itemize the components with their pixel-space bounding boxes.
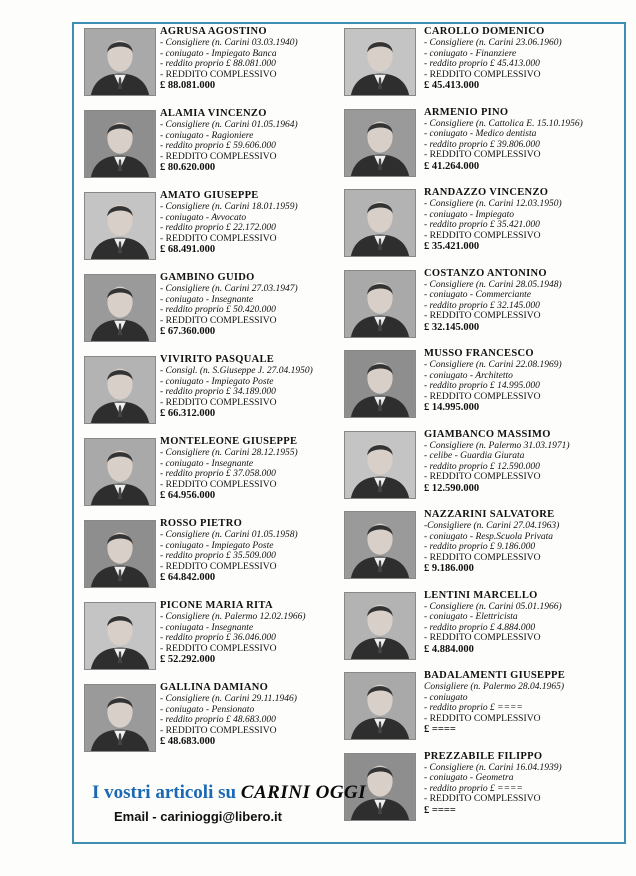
person-name: MONTELEONE GIUSEPPE (160, 436, 298, 447)
person-name: GAMBINO GUIDO (160, 272, 255, 283)
person-name: PICONE MARIA RITA (160, 600, 273, 611)
income-label: - REDDITO COMPLESSIVO (160, 396, 277, 408)
person-info-line: - reddito proprio £ 45.413.000 (424, 59, 540, 70)
person-photo (84, 602, 156, 670)
person-photo (84, 684, 156, 752)
person-info-line: - Consigliere (n. Carini 01.05.1964) (160, 120, 298, 130)
person-info-line: - Consigliere (n. Carini 16.04.1939) (424, 762, 562, 773)
income-total: £ ==== (424, 724, 456, 736)
person-name: AMATO GIUSEPPE (160, 190, 259, 201)
person-name: VIVIRITO PASQUALE (160, 354, 275, 365)
person-info-line: - coniugato - Avvocato (160, 212, 247, 223)
person-entry (344, 429, 606, 510)
person-photo (84, 28, 156, 96)
income-label: - REDDITO COMPLESSIVO (424, 712, 541, 724)
person-info-line: - reddito proprio £ 34.189.000 (160, 387, 276, 398)
income-label: - REDDITO COMPLESSIVO (424, 471, 541, 483)
person-name: ARMENIO PINO (424, 106, 509, 118)
person-info-line: - reddito proprio £ 59.606.000 (160, 141, 276, 152)
income-total: £ 41.264.000 (424, 160, 480, 172)
person-name: MUSSO FRANCESCO (424, 348, 534, 359)
person-name: AGRUSA AGOSTINO (160, 26, 267, 37)
person-entry (80, 272, 342, 354)
income-label: - REDDITO COMPLESSIVO (160, 150, 277, 162)
person-details (424, 429, 614, 495)
person-entry (344, 26, 606, 107)
person-info-line: -Consigliere (n. Carini 27.04.1963) (424, 521, 560, 531)
person-info-line: - coniugato - Elettricista (424, 612, 518, 623)
person-photo (344, 28, 416, 96)
income-label: - REDDITO COMPLESSIVO (424, 68, 541, 80)
person-info-line: - Consigliere (n. Carini 23.06.1960) (424, 38, 562, 48)
person-name: ROSSO PIETRO (160, 518, 243, 529)
person-name: GIAMBANCO MASSIMO (424, 428, 551, 440)
income-total: £ 67.360.000 (160, 326, 216, 338)
income-total: £ 4.884.000 (424, 643, 474, 655)
person-info-line: - coniugato - Resp.Scuola Privata (424, 531, 554, 542)
person-details (160, 272, 350, 338)
person-entry (344, 590, 606, 671)
person-info-line: - Consigliere (n. Carini 03.03.1940) (160, 38, 298, 48)
person-info-line: - coniugato - Insegnante (160, 294, 254, 305)
left-column (80, 26, 342, 764)
promo-brand: CARINI OGGI (240, 782, 367, 803)
person-info-line: - coniugato (424, 692, 468, 703)
income-total: £ 88.081.000 (160, 80, 216, 92)
person-info-line: - coniugato - Insegnante (160, 458, 254, 469)
person-entry (344, 187, 606, 268)
person-details (424, 348, 614, 414)
person-info-line: - Consigliere (n. Carini 12.03.1950) (424, 199, 562, 209)
income-label: - REDDITO COMPLESSIVO (424, 551, 541, 563)
income-total: £ 14.995.000 (424, 402, 480, 414)
person-info-line: - coniugato - Impiegato Banca (160, 48, 277, 59)
income-label: - REDDITO COMPLESSIVO (424, 632, 541, 644)
person-info-line: - reddito proprio £ 35.421.000 (424, 220, 540, 231)
person-info-line: - reddito proprio £ 9.186.000 (424, 542, 536, 553)
income-label: - REDDITO COMPLESSIVO (160, 478, 277, 490)
person-entry (80, 190, 342, 272)
person-details (424, 26, 614, 92)
person-details (424, 268, 614, 334)
income-label: - REDDITO COMPLESSIVO (424, 149, 541, 161)
person-details (160, 518, 350, 584)
person-info-line: - Consigliere (n. Cattolica E. 15.10.1956) (424, 118, 583, 129)
person-info-line: - reddito proprio £ ==== (424, 783, 523, 794)
person-info-line: - reddito proprio £ 14.995.000 (424, 381, 540, 392)
person-info-line: - reddito proprio £ 22.172.000 (160, 223, 276, 234)
person-info-line: - coniugato - Commerciante (424, 290, 532, 301)
person-name: BADALAMENTI GIUSEPPE (424, 670, 566, 681)
person-info-line: - reddito proprio £ 50.420.000 (160, 305, 276, 316)
person-info-line: - reddito proprio £ 48.683.000 (160, 715, 276, 726)
person-entry (80, 26, 342, 108)
person-details (160, 354, 350, 420)
person-entry (80, 108, 342, 190)
person-name: PREZZABILE FILIPPO (424, 750, 543, 762)
person-name: NAZZARINI SALVATORE (424, 509, 555, 520)
person-info-line: - Consigliere (n. Carini 28.12.1955) (160, 448, 298, 458)
person-info-line: - reddito proprio £ 35.509.000 (160, 551, 276, 562)
income-label: - REDDITO COMPLESSIVO (424, 793, 541, 805)
person-info-line: - Consigliere (n. Carini 01.05.1958) (160, 530, 298, 540)
income-total: £ 48.683.000 (160, 736, 216, 748)
income-total: £ 66.312.000 (160, 408, 216, 420)
income-label: - REDDITO COMPLESSIVO (160, 642, 277, 654)
income-total: £ 12.590.000 (424, 482, 480, 494)
person-photo (344, 350, 416, 418)
person-info-line: - Consigliere (n. Palermo 31.03.1971) (424, 440, 570, 451)
person-info-line: - coniugato - Geometra (424, 773, 514, 784)
income-total: £ 64.956.000 (160, 490, 216, 502)
person-info-line: - reddito proprio £ 37.058.000 (160, 469, 276, 480)
person-entry (344, 268, 606, 349)
person-details (160, 26, 350, 92)
person-info-line: - Consigliere (n. Carini 29.11.1946) (160, 694, 297, 704)
person-info-line: - reddito proprio £ 4.884.000 (424, 622, 536, 633)
person-details (424, 107, 614, 173)
person-info-line: - coniugata - Insegnante (160, 622, 254, 633)
person-info-line: - Consigliere (n. Palermo 12.02.1966) (160, 612, 306, 622)
person-info-line: - reddito proprio £ 39.806.000 (424, 139, 540, 150)
person-info-line: - Consigliere (n. Carini 27.03.1947) (160, 284, 298, 294)
income-label: - REDDITO COMPLESSIVO (424, 229, 541, 241)
person-info-line: - reddito proprio £ 32.145.000 (424, 300, 540, 311)
person-name: RANDAZZO VINCENZO (424, 187, 549, 198)
person-info-line: - coniugato - Impiegato Poste (160, 540, 274, 551)
email-link[interactable]: carinioggi@libero.it (160, 809, 282, 824)
person-info-line: - coniugato - Ragioniere (160, 130, 254, 141)
person-details (424, 670, 614, 736)
income-total: £ 45.413.000 (424, 80, 480, 92)
person-info-line: - coniugato - Finanziere (424, 48, 517, 59)
person-photo (344, 511, 416, 579)
income-label: - REDDITO COMPLESSIVO (160, 232, 277, 244)
promo-headline: I vostri articoli su CARINI OGGI (92, 782, 367, 803)
person-name: GALLINA DAMIANO (160, 682, 269, 693)
income-total: £ 9.186.000 (424, 563, 474, 575)
income-total: £ 32.145.000 (424, 321, 480, 333)
income-label: - REDDITO COMPLESSIVO (160, 68, 277, 80)
person-name: COSTANZO ANTONINO (424, 267, 547, 279)
income-total: £ 35.421.000 (424, 241, 480, 253)
person-details (160, 436, 350, 502)
person-entry (344, 107, 606, 188)
income-total: £ 52.292.000 (160, 654, 216, 666)
right-column (344, 26, 606, 831)
person-photo (84, 274, 156, 342)
person-name: LENTINI MARCELLO (424, 589, 538, 601)
person-details (424, 590, 614, 656)
income-total: £ 68.491.000 (160, 244, 216, 256)
person-photo (84, 438, 156, 506)
person-photo (84, 356, 156, 424)
person-photo (344, 109, 416, 177)
person-entry (344, 348, 606, 429)
income-total: £ 64.842.000 (160, 572, 216, 584)
promo-box (82, 776, 367, 834)
person-info-line: - Consigl. (n. S.Giuseppe J. 27.04.1950) (160, 366, 313, 376)
person-details (424, 509, 614, 575)
person-info-line: - coniugato - Architetto (424, 370, 513, 381)
person-info-line: - reddito proprio £ 88.081.000 (160, 59, 276, 70)
income-label: - REDDITO COMPLESSIVO (160, 560, 277, 572)
person-details (160, 108, 350, 174)
person-photo (344, 189, 416, 257)
person-info-line: - coniugato - Pensionato (160, 704, 255, 715)
person-details (424, 751, 614, 817)
person-details (160, 190, 350, 256)
person-name: CAROLLO DOMENICO (424, 26, 545, 37)
person-photo (344, 270, 416, 338)
person-info-line: - Consigliere (n. Carini 28.05.1948) (424, 279, 562, 290)
promo-email: Email - carinioggi@libero.it (114, 809, 282, 824)
person-details (160, 682, 350, 748)
person-info-line: - reddito proprio £ 12.590.000 (424, 461, 540, 472)
income-total: £ ==== (424, 804, 456, 816)
person-entry (80, 682, 342, 764)
person-info-line: - Consigliere (n. Carini 05.01.1966) (424, 601, 562, 612)
income-label: - REDDITO COMPLESSIVO (160, 314, 277, 326)
person-entry (80, 518, 342, 600)
person-photo (84, 520, 156, 588)
person-info-line: - Consigliere (n. Carini 18.01.1959) (160, 202, 298, 212)
income-label: - REDDITO COMPLESSIVO (160, 724, 277, 736)
person-entry (80, 600, 342, 682)
person-info-line: - reddito proprio £ ==== (424, 703, 523, 714)
person-entry (344, 509, 606, 590)
person-entry (80, 354, 342, 436)
person-name: ALAMIA VINCENZO (160, 108, 267, 119)
person-info-line: - coniugato - Impiegato (424, 209, 514, 220)
person-info-line: - coniugato - Medico dentista (424, 129, 537, 140)
person-photo (344, 592, 416, 660)
person-info-line: - coniugato - Impiegato Poste (160, 376, 274, 387)
person-entry (80, 436, 342, 518)
person-info-line: - reddito proprio £ 36.046.000 (160, 633, 276, 644)
income-label: - REDDITO COMPLESSIVO (424, 310, 541, 322)
person-details (160, 600, 350, 666)
person-info-line: - Consigliere (n. Carini 22.08.1969) (424, 360, 562, 370)
income-label: - REDDITO COMPLESSIVO (424, 390, 541, 402)
person-info-line: Consigliere (n. Palermo 28.04.1965) (424, 682, 565, 692)
person-info-line: - celibe - Guardia Giurata (424, 451, 525, 462)
person-entry (344, 670, 606, 751)
person-photo (344, 431, 416, 499)
person-photo (84, 110, 156, 178)
income-total: £ 80.620.000 (160, 162, 216, 174)
person-photo (84, 192, 156, 260)
person-photo (344, 672, 416, 740)
person-entry (344, 751, 606, 832)
person-details (424, 187, 614, 253)
